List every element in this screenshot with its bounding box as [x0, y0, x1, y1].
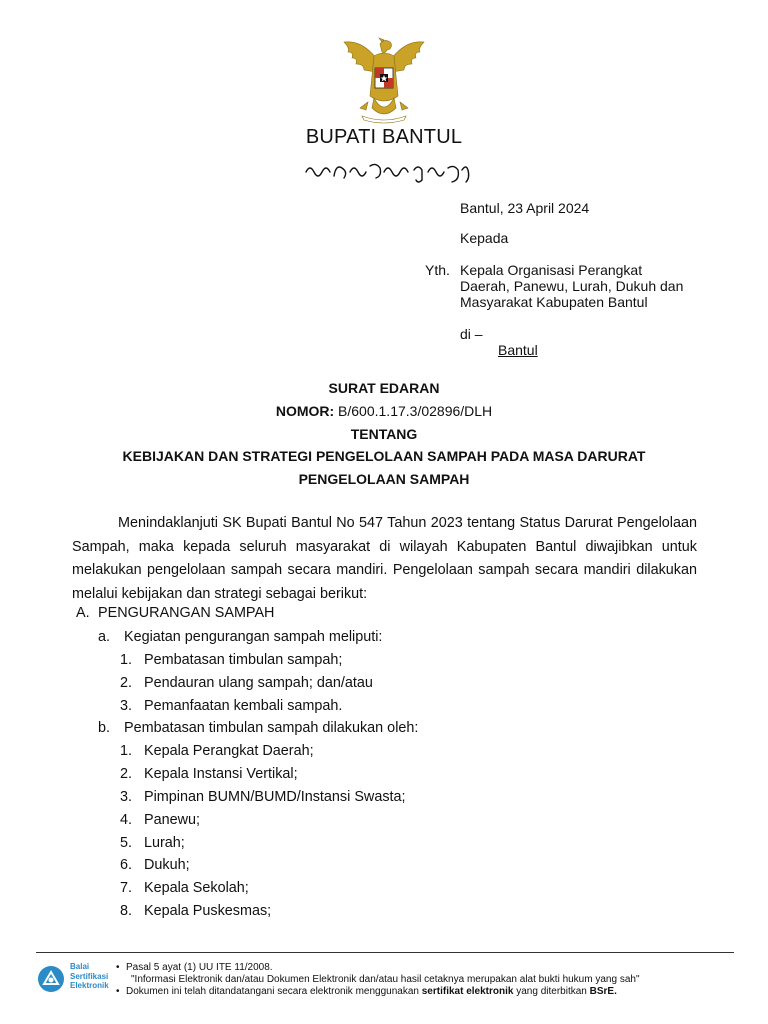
di-label: di – — [460, 326, 483, 342]
list-item: Pemanfaatan kembali sampah. — [144, 698, 343, 714]
list-item: Kepala Sekolah; — [144, 880, 249, 896]
letterhead-title: BUPATI BANTUL — [305, 126, 463, 148]
bsre-logo-line: Balai — [70, 962, 90, 971]
sub-a-text: Kegiatan pengurangan sampah meliputi: — [124, 629, 383, 645]
list-item: Pimpinan BUMN/BUMD/Instansi Swasta; — [144, 789, 406, 805]
list-item-number: 4. — [120, 812, 133, 828]
footnote-1: • Pasal 5 ayat (1) UU ITE 11/2008. — [116, 962, 273, 973]
recipient-line-3: Masyarakat Kabupaten Bantul — [460, 294, 648, 310]
list-item-number: 8. — [120, 903, 133, 919]
list-item-number: 1. — [120, 743, 133, 759]
list-item: Kepala Instansi Vertikal; — [144, 766, 298, 782]
footnote-1-quote: "Informasi Elektronik dan/atau Dokumen Elektronik dan/atau hasil cetaknya merupakan alat bukti hukum yang sah" — [131, 974, 640, 985]
section-a-label: A. — [76, 605, 90, 621]
bsre-logo-line: Elektronik — [70, 981, 109, 990]
list-item-number: 3. — [120, 789, 133, 805]
footer-divider — [36, 952, 734, 953]
recipient-line-2: Daerah, Panewu, Lurah, Dukuh dan — [460, 278, 684, 294]
body-paragraph: Menindaklanjuti SK Bupati Bantul No 547 Tahun 2023 tentang Status Darurat Pengelolaan Sampah, maka kepada seluruh masyarakat di wilayah Kabupaten Bantul diwajibkan untuk melakukan pengelolaan sampah secara mandiri. Pengelolaan sampah secara mandiri dilakukan melalui kebijakan dan strategi sebagai berikut: — [72, 515, 697, 602]
tentang-label: TENTANG — [350, 426, 418, 442]
recipient-line-1: Kepala Organisasi Perangkat — [460, 262, 643, 278]
list-item-number: 5. — [120, 835, 133, 851]
subject-line-2: PENGELOLAAN SAMPAH — [298, 471, 470, 487]
list-item-number: 1. — [120, 652, 133, 668]
list-item-number: 6. — [120, 857, 133, 873]
bsre-mark-icon — [36, 964, 66, 994]
section-a-title: PENGURANGAN SAMPAH — [98, 605, 275, 621]
nomor-value: B/600.1.17.3/02896/DLH — [334, 403, 493, 419]
list-item: Pembatasan timbulan sampah; — [144, 652, 343, 668]
list-item-number: 7. — [120, 880, 133, 896]
javanese-script-title-icon — [0, 154, 768, 190]
kepada-label: Kepada — [460, 230, 509, 246]
sub-b-label: b. — [98, 720, 111, 736]
list-item: Panewu; — [144, 812, 201, 828]
bsre-logo — [36, 962, 120, 996]
list-item-number: 2. — [120, 675, 133, 691]
place-date: Bantul, 23 April 2024 — [460, 200, 590, 216]
subject-line-1: KEBIJAKAN DAN STRATEGI PENGELOLAAN SAMPAH PADA MASA DARURAT — [122, 448, 646, 464]
letter-type: SURAT EDARAN — [328, 380, 440, 396]
list-item-number: 3. — [120, 698, 133, 714]
list-item: Dukuh; — [144, 857, 190, 873]
footnote-2: • Dokumen ini telah ditandatangani secara elektronik menggunakan sertifikat elektronik yang diterbitkan BSrE. — [116, 986, 617, 997]
yth-label: Yth. — [425, 262, 450, 278]
list-item: Kepala Puskesmas; — [144, 903, 272, 919]
bsre-logo-line: Sertifikasi — [70, 971, 109, 981]
sub-a-label: a. — [98, 629, 111, 645]
list-item-number: 2. — [120, 766, 133, 782]
recipient-location: Bantul — [498, 342, 538, 358]
list-item: Kepala Perangkat Daerah; — [144, 743, 314, 759]
list-item: Pendauran ulang sampah; dan/atau — [144, 675, 373, 691]
garuda-emblem-icon — [338, 36, 430, 126]
sub-b-text: Pembatasan timbulan sampah dilakukan oleh: — [124, 720, 419, 736]
letter-number — [0, 403, 768, 419]
nomor-label: NOMOR: — [275, 403, 335, 419]
list-item: Lurah; — [144, 835, 185, 851]
